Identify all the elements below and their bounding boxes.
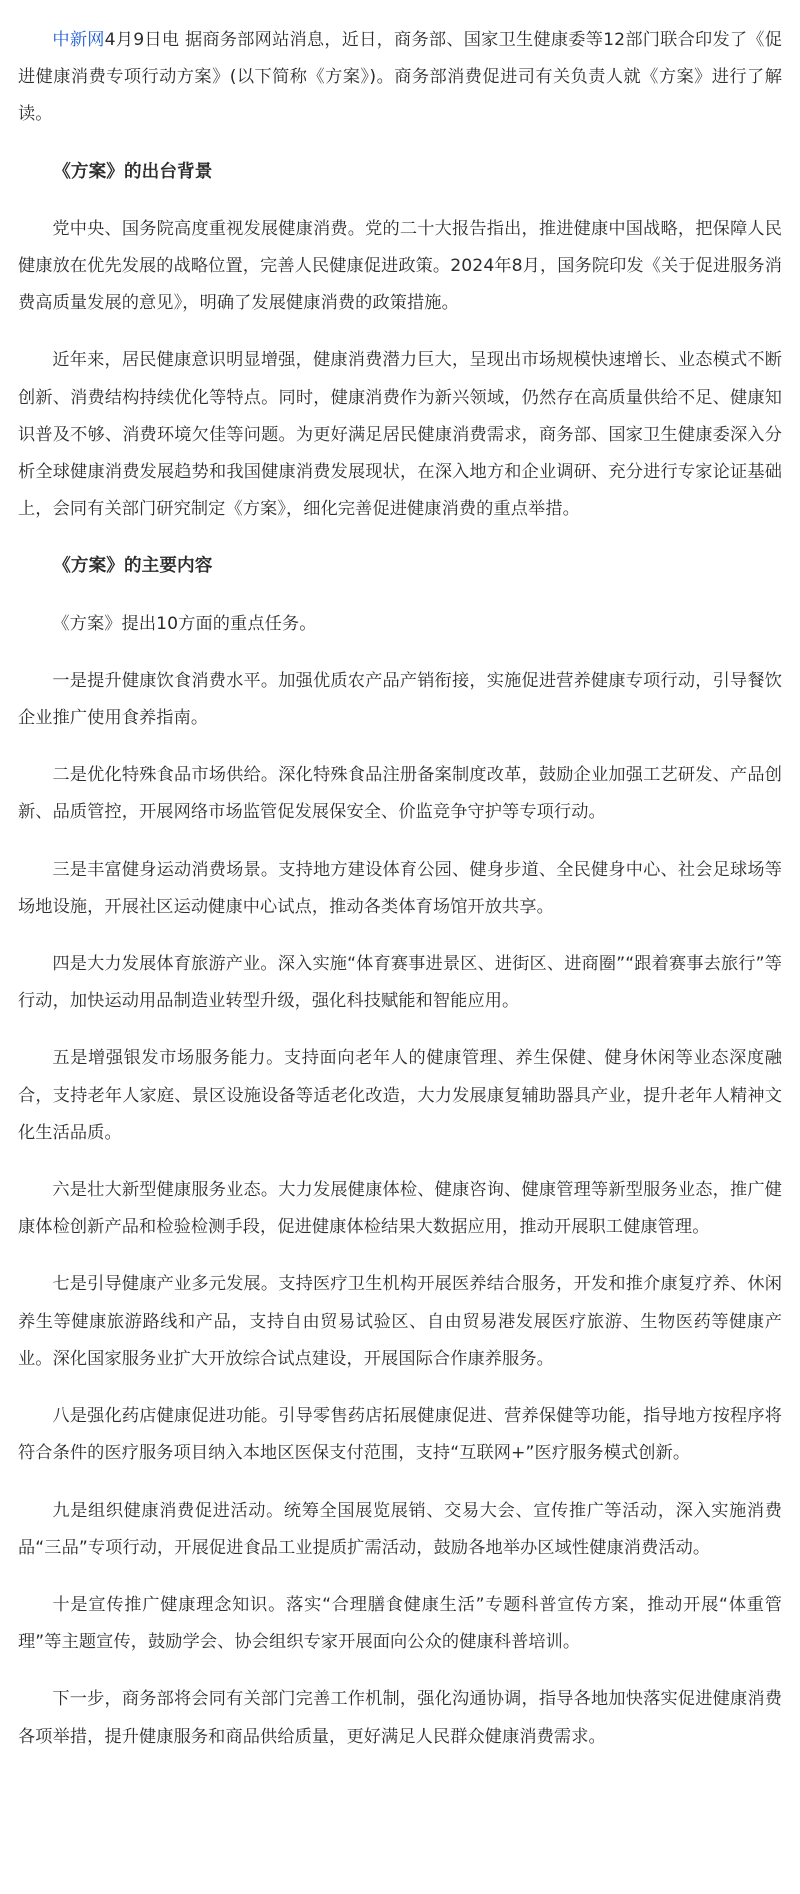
paragraph-task-10: 十是宣传推广健康理念知识。落实“合理膳食健康生活”专题科普宣传方案，推动开展“体重管理”等主题宣传，鼓励学会、协会组织专家开展面向公众的健康科普培训。: [18, 1594, 782, 1653]
paragraph-task-1: 一是提升健康饮食消费水平。加强优质农产品产销衔接，实施促进营养健康专项行动，引导餐饮企业推广使用食养指南。: [18, 670, 782, 729]
paragraph-task-5: 五是增强银发市场服务能力。支持面向老年人的健康管理、养生保健、健身休闲等业态深度融合，支持老年人家庭、景区设施设备等适老化改造，大力发展康复辅助器具产业，提升老年人精神文化生活品质。: [18, 1048, 782, 1143]
source-link[interactable]: 中新网: [52, 30, 105, 50]
paragraph-task-8: 八是强化药店健康促进功能。引导零售药店拓展健康促进、营养保健等功能，指导地方按程序将符合条件的医疗服务项目纳入本地区医保支付范围，支持“互联网+”医疗服务模式创新。: [18, 1406, 782, 1464]
section-heading-background: 《方案》的出台背景: [53, 161, 213, 182]
paragraph-background-2: 近年来，居民健康意识明显增强，健康消费潜力巨大，呈现出市场规模快速增长、业态模式不断创新、消费结构持续优化等特点。同时，健康消费作为新兴领域，仍然存在高质量供给不足、健康知识普及不够、消费环境欠佳等问题。为更好满足居民健康消费需求，商务部、国家卫生健康委深入分析全球健康消费发展趋势和我国健康消费发展现状，在深入地方和企业调研、充分进行专家论证基础上，会同有关部门研究制定《方案》，细化完善促进健康消费的重点举措。: [18, 350, 782, 520]
paragraph-task-3: 三是丰富健身运动消费场景。支持地方建设体育公园、健身步道、全民健身中心、社会足球场等场地设施，开展社区运动健康中心试点，推动各类体育场馆开放共享。: [18, 859, 782, 917]
paragraph-task-9: 九是组织健康消费促进活动。统筹全国展览展销、交易大会、宣传推广等活动，深入实施消费品“三品”专项行动，开展促进食品工业提质扩需活动，鼓励各地举办区域性健康消费活动。: [18, 1500, 782, 1558]
paragraph-task-2: 二是优化特殊食品市场供给。深化特殊食品注册备案制度改革，鼓励企业加强工艺研发、产品创新、品质管控，开展网络市场监管促发展保安全、价监竞争守护等专项行动。: [18, 765, 782, 823]
section-heading-main-content: 《方案》的主要内容: [53, 556, 213, 577]
paragraph-background-1: 党中央、国务院高度重视发展健康消费。党的二十大报告指出，推进健康中国战略，把保障人民健康放在优先发展的战略位置，完善人民健康促进政策。2024年8月，国务院印发《关于促进服务消费高质量发展的意见》，明确了发展健康消费的政策措施。: [18, 218, 782, 314]
lead-text: 4月9日电 据商务部网站消息，近日，商务部、国家卫生健康委等12部门联合印发了《促进健康消费专项行动方案》(以下简称《方案》)。商务部消费促进司有关负责人就《方案》进行了解读。: [18, 30, 782, 125]
paragraph-task-4: 四是大力发展体育旅游产业。深入实施“体育赛事进景区、进街区、进商圈”“跟着赛事去旅行”等行动，加快运动用品制造业转型升级，强化科技赋能和智能应用。: [18, 954, 782, 1012]
paragraph-main-intro: 《方案》提出10方面的重点任务。: [52, 613, 317, 634]
paragraph-task-6: 六是壮大新型健康服务业态。大力发展健康体检、健康咨询、健康管理等新型服务业态，推广健康体检创新产品和检验检测手段，促进健康体检结果大数据应用，推动开展职工健康管理。: [18, 1180, 782, 1238]
paragraph-task-7: 七是引导健康产业多元发展。支持医疗卫生机构开展医养结合服务，开发和推介康复疗养、休闲养生等健康旅游路线和产品，支持自由贸易试验区、自由贸易港发展医疗旅游、生物医药等健康产业。深化国家服务业扩大开放综合试点建设，开展国际合作康养服务。: [18, 1274, 782, 1369]
paragraph-next-steps: 下一步，商务部将会同有关部门完善工作机制，强化沟通协调，指导各地加快落实促进健康消费各项举措，提升健康服务和商品供给质量，更好满足人民群众健康消费需求。: [18, 1689, 782, 1747]
lead-paragraph: [18, 22, 782, 134]
